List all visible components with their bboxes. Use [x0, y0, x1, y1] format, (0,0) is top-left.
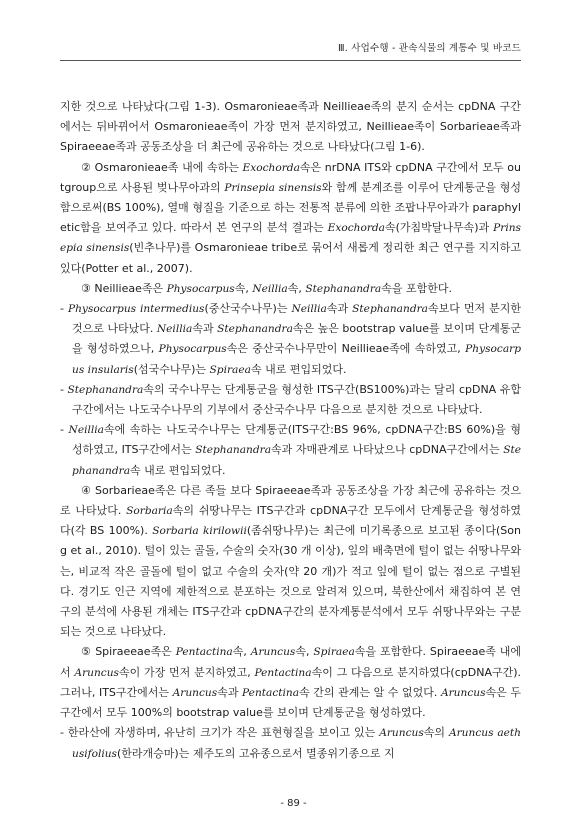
- text-run: 속 내로 편입되었다.: [250, 362, 347, 376]
- text-run: 속이 가장 먼저 분지하였고,: [118, 665, 255, 679]
- running-header: Ⅲ. 사업수행 - 관속식물의 계통수 및 바코드: [60, 40, 521, 61]
- scientific-name: Neillia: [252, 282, 288, 295]
- text-run: -: [60, 382, 68, 396]
- text-run: ④ Sorbarieae족은 다른 족들 보다 Spiraeeae족과 공동조상을 가장 최근에 공유하는 것으로 나타났다.: [60, 483, 521, 518]
- paragraph-2: [60, 279, 521, 299]
- scientific-name: Stephanandra: [352, 303, 428, 316]
- text-run: 속은 nrDNA ITS와 cpDNA 구간에서 모두 outgroup으로 사용된 벚나무아과의: [60, 160, 522, 194]
- scientific-name: Sorbaria: [126, 505, 173, 518]
- text-run: ② Osmaronieae족 내에 속하는: [81, 160, 243, 174]
- scientific-name: Neillia: [156, 323, 193, 336]
- text-run: 속은 두 구간에서 모두 100%의 bootstrap value를 보이며 단계통군을 형성하였다.: [60, 685, 521, 720]
- paragraph-1: [60, 158, 521, 279]
- scientific-name: Aruncus aethusifolius: [72, 727, 521, 760]
- scientific-name: Spiraea: [209, 363, 251, 376]
- text-run: 속(가침박달나무속)과: [385, 221, 494, 235]
- paragraph-7: [60, 642, 521, 723]
- scientific-name: Stephanandra: [217, 323, 293, 336]
- page-number: - 89 -: [280, 798, 307, 809]
- scientific-name: Neillia: [291, 303, 327, 316]
- scientific-name: Prinsepia sinensis: [224, 181, 322, 194]
- body-text: [60, 97, 521, 764]
- scientific-name: Aruncus: [74, 666, 119, 679]
- text-run: 속 간의 관계는 알 수 없었다.: [299, 685, 441, 699]
- text-run: 속은 높은 bootstrap value를 보이며 단계통군을 형성하였으나,: [72, 322, 522, 356]
- text-run: - 한라산에 자생하며, 유난히 크기가 작은 표현형질을 보이고 있는: [60, 726, 380, 740]
- text-run: 속에 속하는 나도국수나무는 단계통군(ITS구간:BS 96%, cpDNA구간:BS 60%)을 형성하였고, ITS구간에서는: [72, 423, 521, 457]
- scientific-name: Prinsepia sinensis: [60, 222, 521, 255]
- scientific-name: Aruncus: [440, 686, 486, 699]
- scientific-name: Stephanandra: [305, 282, 382, 295]
- scientific-name: Aruncus: [379, 727, 424, 740]
- scientific-name: Stephanandra: [72, 444, 521, 477]
- scientific-name: Exochorda: [327, 222, 385, 235]
- text-run: 속과: [192, 322, 218, 336]
- text-run: (좀쉬땅나무)는 최근에 미기록종으로 보고된 종이다(Song et al., 2010). 털이 있는 골돌, 수술의 숫자(30 개 이상), 잎의 배축면에 털이 없는 쉬땅나무와는, 비교적 작은 골돌에 털이 없고 수술의 숫자(약 20 개)가 적고 잎에 털이 없는 점으로 구별된다. 경기도 인근 지역에 제한적으로 분포하는 것으로 알려져 있으며, 북한산에서 채집하여 본 연구의 분석에 사용된 개체는 ITS구간과 cpDNA구간의 분자계통분석에서 모두 쉬땅나무와는 구분되는 것으로 나타났다.: [60, 524, 521, 639]
- text-run: 속의 쉬땅나무는 ITS구간과 cpDNA구간 모두에서 단계통군을 형성하였다(각 BS 100%).: [60, 504, 522, 538]
- scientific-name: Stephanandra: [195, 444, 272, 457]
- text-run: 속의 국수나무는 단계통군을 형성한 ITS구간(BS100%)과는 달리 cpDNA 유합 구간에서는 나도국수나무의 기부에서 중산국수나무 다음으로 분지한 것으로 나타났다.: [72, 382, 521, 417]
- scientific-name: Physocarpus: [158, 343, 227, 356]
- text-run: -: [60, 302, 68, 316]
- paragraph-4: [60, 380, 521, 420]
- scientific-name: Pentactina: [254, 666, 312, 679]
- paragraph-8: [60, 723, 521, 763]
- text-run: (섬국수나무)는: [133, 362, 210, 376]
- paragraph-5: [60, 420, 521, 481]
- text-run: 속,: [287, 281, 306, 295]
- text-run: 와 함께 분계조를 이루어 단계통군을 형성함으로써(BS 100%), 열매 형질을 기준으로 하는 전통적 분류에 의한 조팝나무아과가 paraphyletic함을 보여주고 있다. 따라서 본 연구의 분석 결과는: [60, 180, 521, 235]
- text-run: -: [60, 423, 69, 437]
- text-run: (중산국수나무)는: [204, 302, 292, 316]
- scientific-name: Sorbaria kirilowii: [152, 525, 247, 538]
- text-run: 속,: [234, 281, 253, 295]
- scientific-name: Neillia: [68, 424, 104, 437]
- text-run: 속은 중산국수나무만이 Neillieae족에 속하였고,: [226, 342, 466, 356]
- scientific-name: Spiraea: [313, 646, 355, 659]
- text-run: 속과: [326, 302, 353, 316]
- paragraph-0: [60, 97, 521, 158]
- scientific-name: Pentactina: [242, 686, 300, 699]
- text-run: (빈추나무)를 Osmaronieae tribe로 묶어서 새롭게 정리한 최근 연구를 지지하고 있다(Potter et al., 2007).: [60, 241, 521, 275]
- text-run: 속 내로 편입되었다.: [130, 463, 226, 477]
- text-run: (한라개승마)는 제주도의 고유종으로서 멸종위기종으로 지: [116, 746, 395, 760]
- scientific-name: Physocarpus: [166, 282, 235, 295]
- text-run: 속을 포함한다.: [381, 281, 452, 295]
- text-run: 속과: [217, 685, 243, 699]
- paragraph-6: [60, 481, 521, 643]
- scientific-name: Physocarpus insularis: [72, 343, 521, 376]
- text-run: 속,: [232, 645, 251, 659]
- text-run: 속과 자매관계로 나타났으나 cpDNA구간에서는: [271, 443, 504, 457]
- scientific-name: Aruncus: [250, 646, 296, 659]
- scientific-name: Pentactina: [175, 646, 233, 659]
- text-run: 지한 것으로 나타났다(그림 1-3). Osmaronieae족과 Neillieae족의 분지 순서는 cpDNA 구간에서는 뒤바뀌어서 Osmaronieae족이 가장 먼저 분지하였고, Neillieae족이 Sorbarieae족과 Spiraeeae족과 공동조상을 더 최근에 공유하는 것으로 나타났다(그림 1-6).: [60, 100, 521, 154]
- text-run: ③ Neillieae족은: [81, 281, 167, 295]
- paragraph-3: [60, 299, 521, 380]
- text-run: 속,: [295, 645, 314, 659]
- scientific-name: Physocarpus intermedius: [67, 303, 205, 316]
- text-run: 속을 포함한다. Spiraeeae족 내에서: [60, 645, 522, 679]
- text-run: 속이 그 다음으로 분지하였다(cpDNA구간). 그러나, ITS구간에서는: [60, 665, 522, 699]
- scientific-name: Stephanandra: [67, 383, 144, 396]
- scientific-name: Aruncus: [172, 686, 218, 699]
- text-run: 속의: [423, 726, 449, 740]
- scientific-name: Exochorda: [242, 161, 300, 174]
- text-run: 속보다 먼저 분지한 것으로 나타났다.: [72, 302, 521, 336]
- text-run: ⑤ Spiraeeae족은: [81, 645, 176, 659]
